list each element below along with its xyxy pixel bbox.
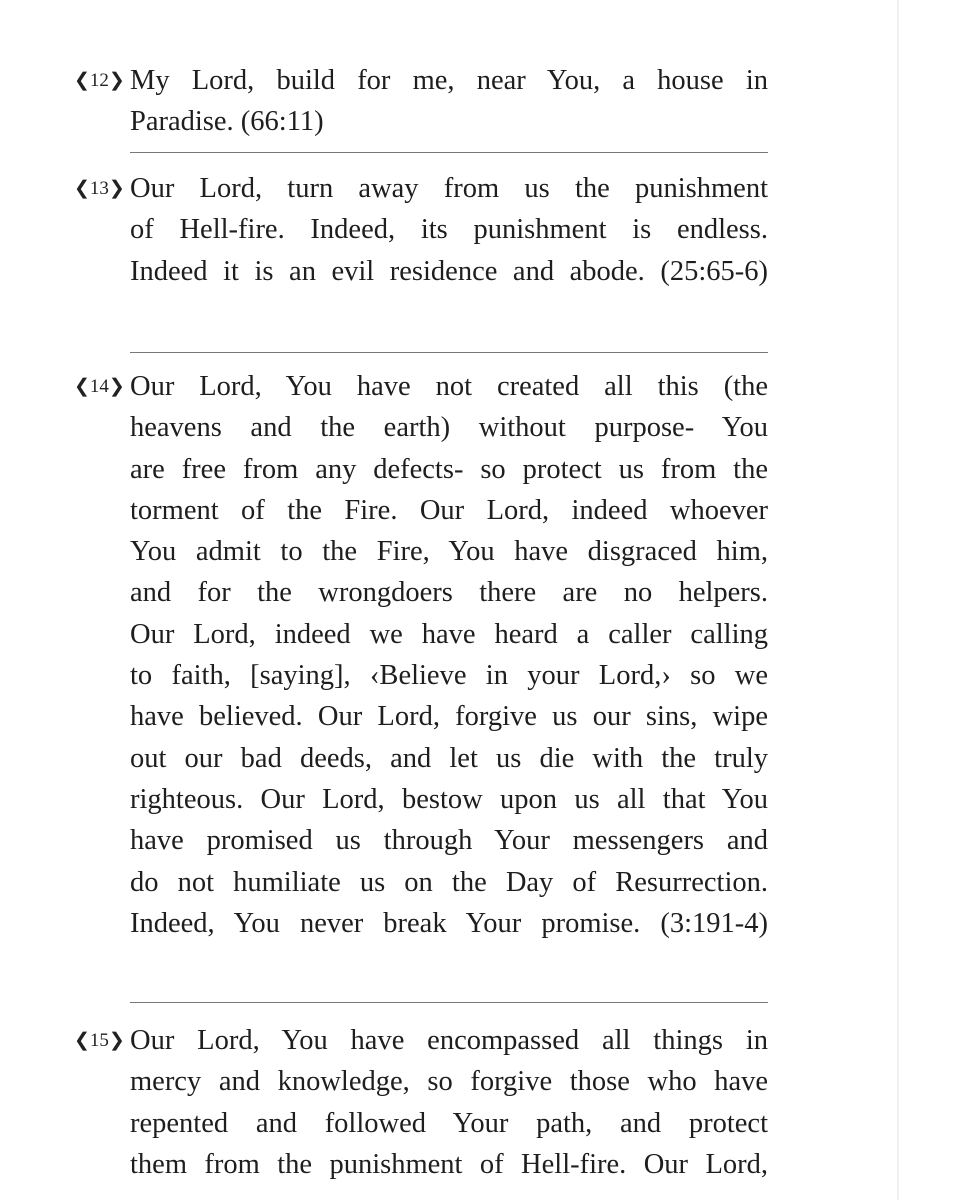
text-line: them from the punishment of Hell-fire. Our Lord, bbox=[130, 1148, 768, 1180]
verse-number-marker: ❮14❯ bbox=[74, 376, 125, 397]
text-line: righteous. Our Lord, bestow upon us all that You bbox=[130, 783, 768, 815]
verse-number: 12 bbox=[89, 70, 109, 91]
verse-number: 14 bbox=[89, 376, 109, 397]
verse-number-marker: ❮12❯ bbox=[74, 70, 125, 91]
page-edge-divider bbox=[897, 0, 899, 1200]
divider bbox=[130, 352, 768, 353]
text-line: of Hell-fire. Indeed, its punishment is endless. bbox=[130, 214, 768, 246]
verse-number-marker: ❮13❯ bbox=[74, 178, 125, 199]
text-line: repented and followed Your path, and protect bbox=[130, 1107, 768, 1139]
text-line: Our Lord, You have encompassed all things in bbox=[130, 1025, 768, 1056]
text-line: are free from any defects- so protect us from the bbox=[130, 453, 768, 485]
text-line: and for the wrongdoers there are no helpers. bbox=[130, 577, 768, 609]
text-line: mercy and knowledge, so forgive those who have bbox=[130, 1066, 768, 1098]
text-line: have believed. Our Lord, forgive us our sins, wipe bbox=[130, 701, 768, 733]
verse-number: 13 bbox=[89, 178, 109, 199]
text-line: Indeed it is an evil residence and abode. (25:65-6) bbox=[130, 255, 768, 287]
text-line: You admit to the Fire, You have disgraced him, bbox=[130, 536, 768, 568]
divider bbox=[130, 152, 768, 153]
text-line: torment of the Fire. Our Lord, indeed whoever bbox=[130, 494, 768, 526]
text-line: out our bad deeds, and let us die with the truly bbox=[130, 742, 768, 774]
text-line: Our Lord, turn away from us the punishment bbox=[130, 173, 768, 204]
verse-number: 15 bbox=[89, 1030, 109, 1051]
text-line: to faith, [saying], ‹Believe in your Lord,› so we bbox=[130, 660, 768, 692]
divider bbox=[130, 1002, 768, 1003]
text-line: My Lord, build for me, near You, a house in bbox=[130, 65, 768, 96]
text-line: Paradise. (66:11) bbox=[130, 106, 324, 138]
text-line: do not humiliate us on the Day of Resurrection. bbox=[130, 866, 768, 898]
text-line: Indeed, You never break Your promise. (3:191-4) bbox=[130, 907, 768, 939]
text-line: heavens and the earth) without purpose- You bbox=[130, 412, 768, 444]
verse-number-marker: ❮15❯ bbox=[74, 1030, 125, 1051]
text-line: Our Lord, indeed we have heard a caller calling bbox=[130, 618, 768, 650]
text-line: have promised us through Your messengers and bbox=[130, 825, 768, 857]
text-line: Our Lord, You have not created all this (the bbox=[130, 371, 768, 402]
